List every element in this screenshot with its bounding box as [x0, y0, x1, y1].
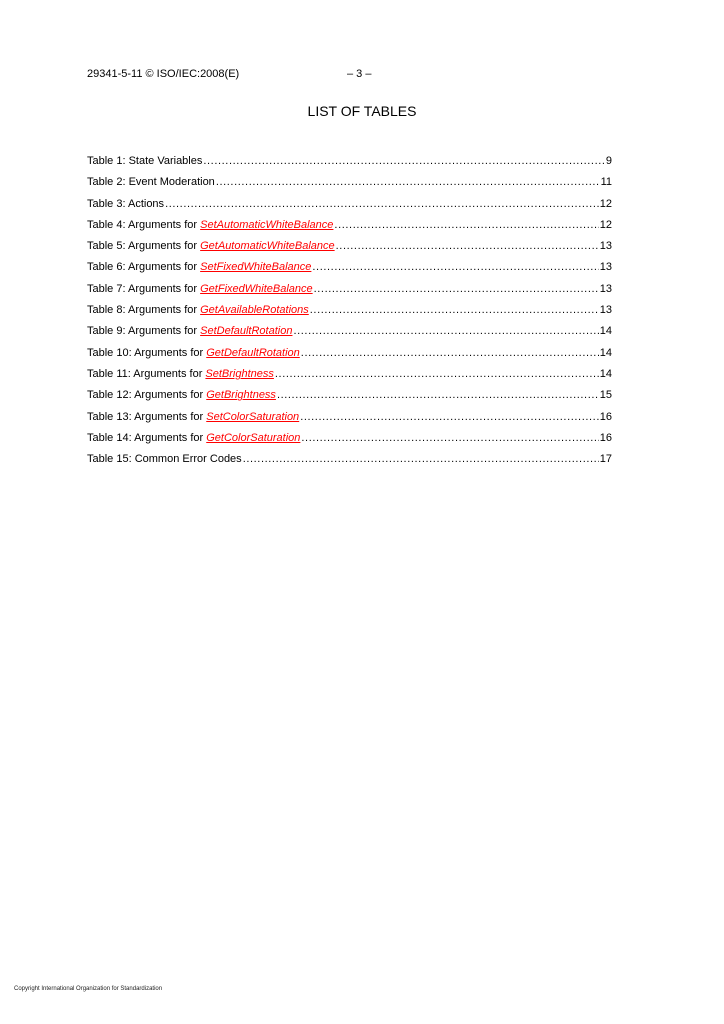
toc-entry-page: 16: [599, 431, 612, 444]
toc-entry-page: 12: [599, 218, 612, 231]
toc-entry-label: [87, 257, 311, 278]
dot-leader: [336, 236, 599, 257]
toc-entry: [87, 279, 612, 300]
toc-entry: [87, 364, 612, 385]
toc-entry: [87, 194, 612, 215]
toc-entry-label: [87, 343, 300, 364]
toc-entry: [87, 321, 612, 342]
dot-leader: [300, 407, 599, 428]
toc-entry-page: 13: [599, 240, 612, 253]
action-link[interactable]: SetBrightness: [205, 367, 274, 380]
toc-entry: [87, 407, 612, 428]
toc-entry-text: Table 10: Arguments for: [87, 346, 207, 359]
dot-leader: [275, 364, 599, 385]
dot-leader: [243, 449, 599, 470]
toc-entry-label: [87, 321, 292, 342]
toc-entry-text: Table 4: Arguments for: [87, 218, 201, 231]
toc-entry: [87, 385, 612, 406]
toc-entry-label: [87, 151, 202, 172]
toc-entry-text: Table 2: Event Moderation: [87, 176, 215, 189]
page-title: LIST OF TABLES: [307, 103, 417, 119]
action-link[interactable]: GetBrightness: [206, 389, 276, 402]
toc-entry-page: 14: [599, 367, 612, 380]
toc-entry-page: 15: [599, 389, 612, 402]
action-link[interactable]: GetDefaultRotation: [206, 346, 300, 359]
toc-entry-page: 13: [599, 304, 612, 317]
table-list: [87, 151, 612, 470]
action-link[interactable]: SetAutomaticWhiteBalance: [200, 218, 334, 231]
toc-entry-page: 14: [599, 325, 612, 338]
toc-entry: [87, 257, 612, 278]
toc-entry-page: 11: [600, 176, 612, 189]
dot-leader: [301, 428, 598, 449]
toc-entry-label: [87, 215, 333, 236]
toc-entry: [87, 236, 612, 257]
toc-entry-label: [87, 428, 300, 449]
toc-entry-text: Table 5: Arguments for: [87, 240, 201, 253]
dot-leader: [165, 194, 599, 215]
toc-entry-page: 13: [599, 282, 612, 295]
toc-entry-page: 13: [599, 261, 612, 274]
toc-entry-text: Table 11: Arguments for: [87, 367, 206, 380]
toc-entry-label: [87, 194, 164, 215]
toc-entry: [87, 300, 612, 321]
dot-leader: [203, 151, 605, 172]
toc-entry: [87, 449, 612, 470]
toc-entry-label: [87, 407, 299, 428]
toc-entry-page: 16: [599, 410, 612, 423]
toc-entry-page: 17: [599, 453, 612, 466]
document-header: 29341-5-11 © ISO/IEC:2008(E): [87, 68, 240, 80]
toc-entry-label: [87, 172, 215, 193]
dot-leader: [216, 172, 600, 193]
action-link[interactable]: SetDefaultRotation: [200, 325, 293, 338]
dot-leader: [312, 257, 598, 278]
toc-entry: [87, 172, 612, 193]
toc-entry-text: Table 7: Arguments for: [87, 282, 201, 295]
toc-entry-text: Table 6: Arguments for: [87, 261, 201, 274]
toc-entry-text: Table 8: Arguments for: [87, 304, 201, 317]
page-number: – 3 –: [347, 68, 372, 80]
toc-entry-text: Table 1: State Variables: [87, 155, 203, 167]
dot-leader: [310, 300, 599, 321]
action-link[interactable]: SetFixedWhiteBalance: [200, 261, 312, 274]
toc-entry: [87, 215, 612, 236]
dot-leader: [301, 343, 599, 364]
toc-entry-label: [87, 279, 313, 300]
action-link[interactable]: GetAutomaticWhiteBalance: [200, 240, 335, 253]
dot-leader: [314, 279, 599, 300]
toc-entry: [87, 428, 612, 449]
toc-entry-label: [87, 364, 274, 385]
dot-leader: [293, 321, 598, 342]
toc-entry-text: Table 9: Arguments for: [87, 325, 201, 338]
toc-entry-text: Table 14: Arguments for: [87, 431, 207, 444]
toc-entry-page: 9: [605, 155, 612, 167]
toc-entry-label: [87, 300, 309, 321]
toc-entry-text: Table 15: Common Error Codes: [87, 453, 242, 466]
action-link[interactable]: GetFixedWhiteBalance: [200, 282, 313, 295]
action-link[interactable]: GetColorSaturation: [206, 431, 301, 444]
toc-entry-text: Table 13: Arguments for: [87, 410, 207, 423]
action-link[interactable]: GetAvailableRotations: [200, 304, 309, 317]
toc-entry: [87, 343, 612, 364]
toc-entry-label: [87, 385, 276, 406]
toc-entry-page: 14: [599, 346, 612, 359]
dot-leader: [277, 385, 599, 406]
toc-entry-text: Table 12: Arguments for: [87, 389, 207, 402]
toc-entry-label: [87, 236, 335, 257]
dot-leader: [334, 215, 598, 236]
copyright-footer: Copyright International Organization for Standardization: [14, 986, 163, 992]
toc-entry-page: 12: [599, 197, 612, 210]
toc-entry: [87, 151, 612, 172]
toc-entry-label: [87, 449, 242, 470]
toc-entry-text: Table 3: Actions: [87, 197, 165, 210]
action-link[interactable]: SetColorSaturation: [206, 410, 300, 423]
